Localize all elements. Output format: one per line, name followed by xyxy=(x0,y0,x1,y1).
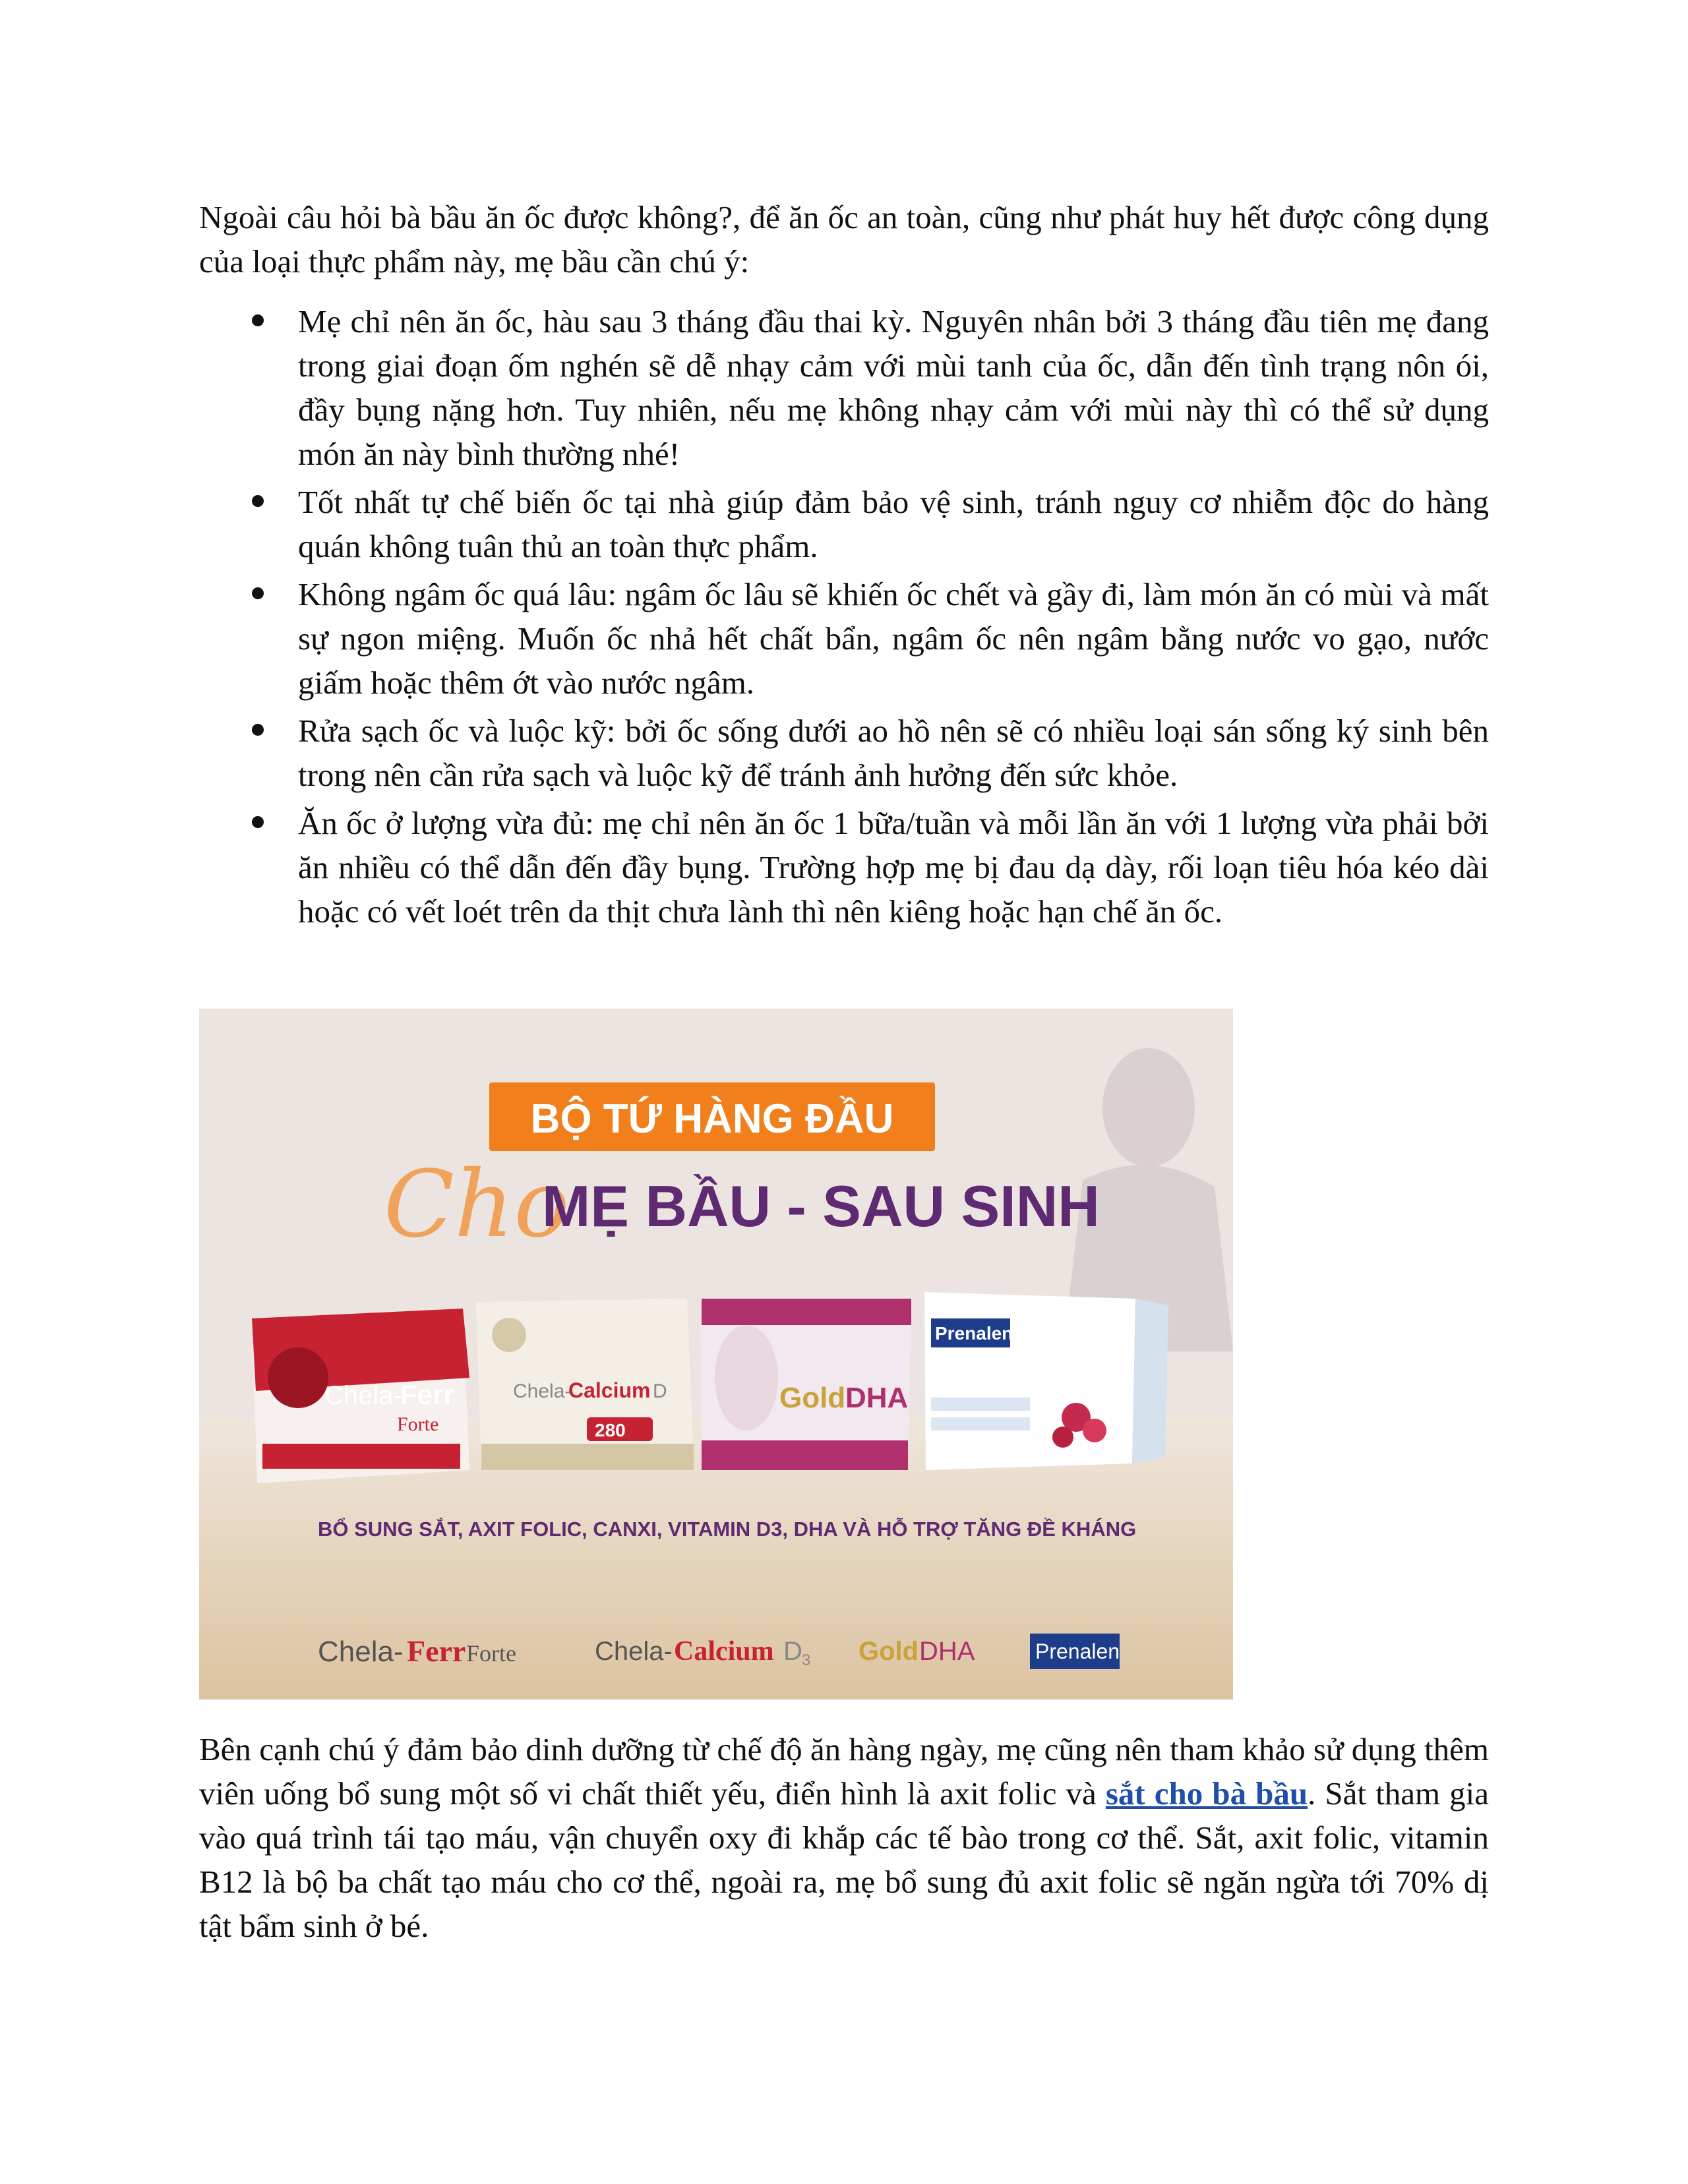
logo-calcium-sub: 3 xyxy=(802,1651,811,1669)
logo-prenalen: Prenalen xyxy=(1035,1639,1120,1663)
badge-text: BỘ TỨ HÀNG ĐẦU xyxy=(530,1096,894,1142)
list-item-text: Tốt nhất tự chế biến ốc tại nhà giúp đảm bảo vệ sinh, tránh nguy cơ nhiễm độc do hàng quán không tuân thủ an toàn thực phẩm. xyxy=(298,484,1489,564)
list-item xyxy=(199,801,1489,933)
chela-calcium-box xyxy=(476,1299,694,1470)
bullet-icon xyxy=(252,314,264,326)
bullet-icon xyxy=(252,587,264,599)
banner-headline: MẸ BẦU - SAU SINH xyxy=(542,1173,1100,1239)
list-item xyxy=(199,572,1489,705)
outro-text-before: Bên cạnh chú ý đảm bảo dinh dưỡng từ chế độ ăn hàng ngày, mẹ cũng nên tham khảo sử dụng thêm viên uống bổ sung một số vi chất thiết yếu, điển hình là axit folic và xyxy=(199,1731,1489,1812)
banner-tagline: BỔ SUNG SẮT, AXIT FOLIC, CANXI, VITAMIN D3, DHA VÀ HỖ TRỢ TĂNG ĐỀ KHÁNG xyxy=(318,1518,1137,1541)
article-body xyxy=(199,195,1489,937)
list-item xyxy=(199,709,1489,797)
box-calcium-pill: 280 xyxy=(595,1420,626,1440)
logo-calcium-b: Calcium xyxy=(674,1636,774,1667)
bullet-icon xyxy=(252,816,264,828)
box-calcium-brand-b: Calcium xyxy=(568,1378,651,1402)
list-item xyxy=(199,480,1489,568)
list-item-text: Không ngâm ốc quá lâu: ngâm ốc lâu sẽ khiến ốc chết và gầy đi, làm món ăn có mùi và mất sự ngon miệng. Muốn ốc nhả hết chất bẩn, ngâm ốc nên ngâm bằng nước vo gạo, nước giấm hoặc thêm ớt vào nước ngâm. xyxy=(298,576,1489,701)
box-ferr-brand-b: Ferr xyxy=(400,1379,454,1410)
logo-dha-b: DHA xyxy=(919,1637,975,1666)
logo-calcium-c: D xyxy=(783,1637,802,1666)
bullet-icon xyxy=(252,495,264,507)
bullet-icon xyxy=(252,724,264,736)
outro-paragraph xyxy=(199,1727,1489,1948)
list-item-text: Rửa sạch ốc và luộc kỹ: bởi ốc sống dưới ao hồ nên sẽ có nhiều loại sán sống ký sinh bên trong nên cần rửa sạch và luộc kỹ để tránh ảnh hưởng đến sức khỏe. xyxy=(298,713,1489,793)
gold-dha-box xyxy=(700,1299,911,1470)
prenalen-box xyxy=(924,1292,1168,1470)
logo-dha-a: Gold xyxy=(859,1637,919,1666)
box-dha-brand-a: Gold xyxy=(779,1382,846,1414)
list-item-text: Ăn ốc ở lượng vừa đủ: mẹ chỉ nên ăn ốc 1 bữa/tuần và mỗi lần ăn với 1 lượng vừa phải bởi ăn nhiều có thể dẫn đến đầy bụng. Trường hợp mẹ bị đau dạ dày, rối loạn tiêu hóa kéo dài hoặc có vết loét trên da thịt chưa lành thì nên kiêng hoặc hạn chế ăn ốc. xyxy=(298,805,1489,930)
chela-ferr-box xyxy=(252,1309,469,1483)
box-calcium-brand-c: D xyxy=(653,1380,667,1402)
outro-text-after: . Sắt tham gia vào quá trình tái tạo máu, vận chuyển oxy đi khắp các tế bào trong cơ thể. Sắt, axit folic, vitamin B12 là bộ ba chất tạo máu cho cơ thể, ngoài ra, mẹ bổ sung đủ axit folic sẽ ngăn ngừa tới 70% dị tật bẩm sinh ở bé. xyxy=(199,1775,1489,1944)
logo-ferr-c: Forte xyxy=(466,1640,516,1667)
product-banner-image xyxy=(199,1009,1233,1699)
logo-calcium-a: Chela- xyxy=(595,1637,673,1666)
box-dha-brand-b: DHA xyxy=(845,1382,909,1414)
box-ferr-brand-a: Chela- xyxy=(324,1381,402,1410)
list-item-text: Mẹ chỉ nên ăn ốc, hàu sau 3 tháng đầu thai kỳ. Nguyên nhân bởi 3 tháng đầu tiên mẹ đang trong giai đoạn ốm nghén sẽ dễ nhạy cảm với mùi tanh của ốc, dẫn đến tình trạng nôn ói, đầy bụng nặng hơn. Tuy nhiên, nếu mẹ không nhạy cảm với mùi này thì có thể sử dụng món ăn này bình thường nhé! xyxy=(298,303,1489,472)
iron-for-pregnancy-link[interactable]: sắt cho bà bầu xyxy=(1105,1775,1308,1812)
box-calcium-brand-a: Chela- xyxy=(513,1380,572,1402)
intro-paragraph: Ngoài câu hỏi bà bầu ăn ốc được không?, để ăn ốc an toàn, cũng như phát huy hết được công dụng của loại thực phẩm này, mẹ bầu cần chú ý: xyxy=(199,199,1489,280)
box-prenalen-brand: Prenalen xyxy=(935,1323,1013,1343)
logo-ferr-b: Ferr xyxy=(407,1634,466,1668)
script-word: Cho xyxy=(384,1151,570,1258)
list-item xyxy=(199,299,1489,476)
tips-list xyxy=(199,299,1489,933)
logo-ferr-a: Chela- xyxy=(318,1636,404,1668)
box-ferr-brand-c: Forte xyxy=(397,1413,439,1435)
banner-graphic xyxy=(199,1009,1233,1699)
